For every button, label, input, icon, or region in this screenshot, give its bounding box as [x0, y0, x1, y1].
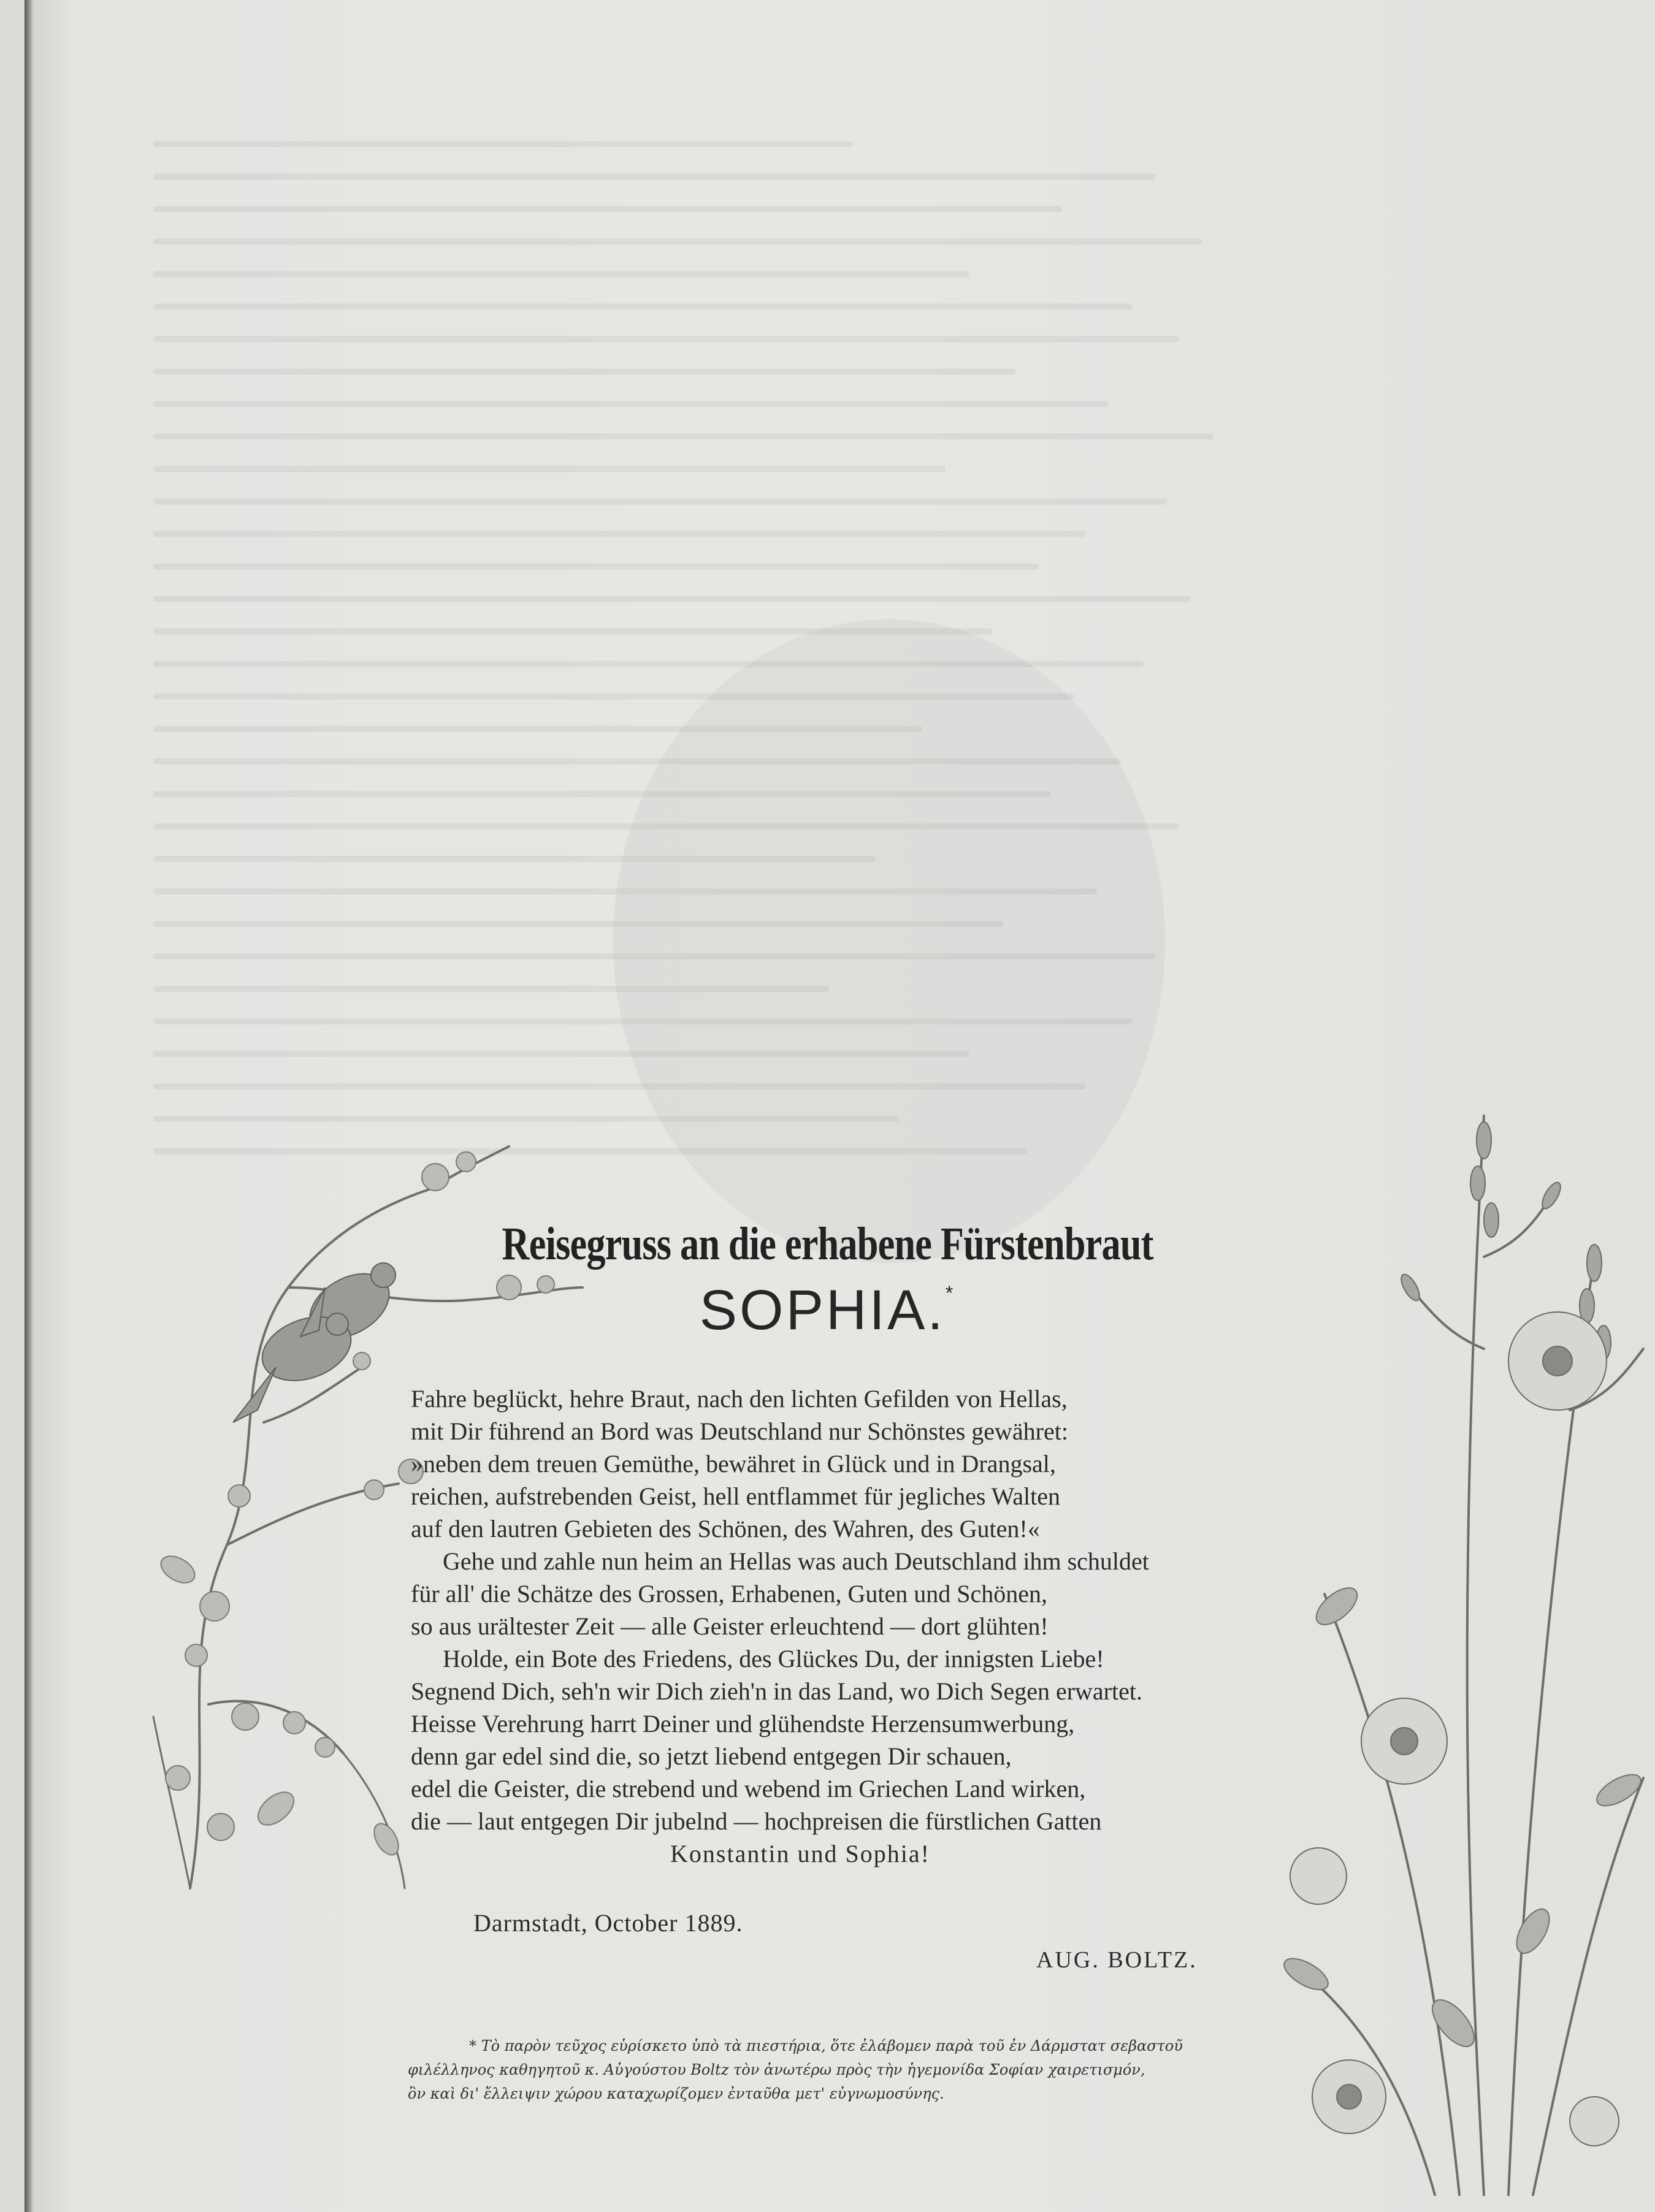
- place-date: Darmstadt, October 1889.: [473, 1909, 743, 1937]
- poem-line-names: Konstantin und Sophia!: [670, 1840, 930, 1867]
- poem-line: auf den lautren Gebieten des Schönen, des Wahren, des Guten!«: [411, 1515, 1040, 1543]
- poem-line: Holde, ein Bote des Friedens, des Glückes Du, der innigsten Liebe!: [443, 1645, 1104, 1672]
- greek-footnote: [408, 2034, 1309, 2106]
- poem-body: [411, 1382, 1331, 1870]
- poem-line: Fahre beglückt, hehre Braut, nach den lichten Gefilden von Hellas,: [411, 1385, 1068, 1413]
- author-signature: AUG. BOLTZ.: [1036, 1947, 1198, 1973]
- dedicatee-name: [0, 1278, 1655, 1343]
- footnote-line: φιλέλληνος καθηγητοῦ κ. Αὐγούστου Boltz τὸν ἀνωτέρω πρὸς τὴν ἡγεμονίδα Σοφίαν χαιρετισμόν,: [408, 2061, 1145, 2078]
- poem-line: denn gar edel sind die, so jetzt liebend entgegen Dir schauen,: [411, 1742, 1012, 1770]
- bleed-through-text: [153, 141, 1318, 1181]
- poem-line: für all' die Schätze des Grossen, Erhabenen, Guten und Schönen,: [411, 1580, 1048, 1608]
- poem-line: reichen, aufstrebenden Geist, hell entflammet für jegliches Walten: [411, 1482, 1060, 1510]
- dedicatee-name-text: SOPHIA.: [699, 1279, 946, 1341]
- poem-title: Reisegruss an die erhabene Fürstenbraut: [502, 1218, 1153, 1270]
- footnote-line: ὃν καὶ δι' ἔλλειψιν χώρου καταχωρίζομεν ἐνταῦθα μετ' εὐγνωμοσύνης.: [408, 2085, 944, 2102]
- poem-line: Gehe und zahle nun heim an Hellas was auch Deutschland ihm schuldet: [443, 1547, 1149, 1575]
- page-edge-shadow: [25, 0, 33, 2212]
- poem-line: die — laut entgegen Dir jubelnd — hochpreisen die fürstlichen Gatten: [411, 1807, 1102, 1835]
- footnote-line: * Τὸ παρὸν τεῦχος εὑρίσκετο ὑπὸ τὰ πιεστήρια, ὅτε ἐλάβομεν παρὰ τοῦ ἐν Δάρμστατ σεβαστοῦ: [469, 2037, 1183, 2054]
- poem-line: Heisse Verehrung harrt Deiner und glühendste Herzensumwerbung,: [411, 1710, 1075, 1737]
- poem-line: »neben dem treuen Gemüthe, bewähret in Glück und in Drangsal,: [411, 1450, 1056, 1478]
- poem-line: edel die Geister, die strebend und webend im Griechen Land wirken,: [411, 1775, 1086, 1802]
- footnote-marker: *: [945, 1282, 956, 1304]
- poem-line: mit Dir führend an Bord was Deutschland nur Schönstes gewähret:: [411, 1417, 1068, 1445]
- poem-line: so aus urältester Zeit — alle Geister erleuchtend — dort glühten!: [411, 1612, 1049, 1640]
- poem-line: Segnend Dich, seh'n wir Dich zieh'n in das Land, wo Dich Segen erwartet.: [411, 1677, 1142, 1705]
